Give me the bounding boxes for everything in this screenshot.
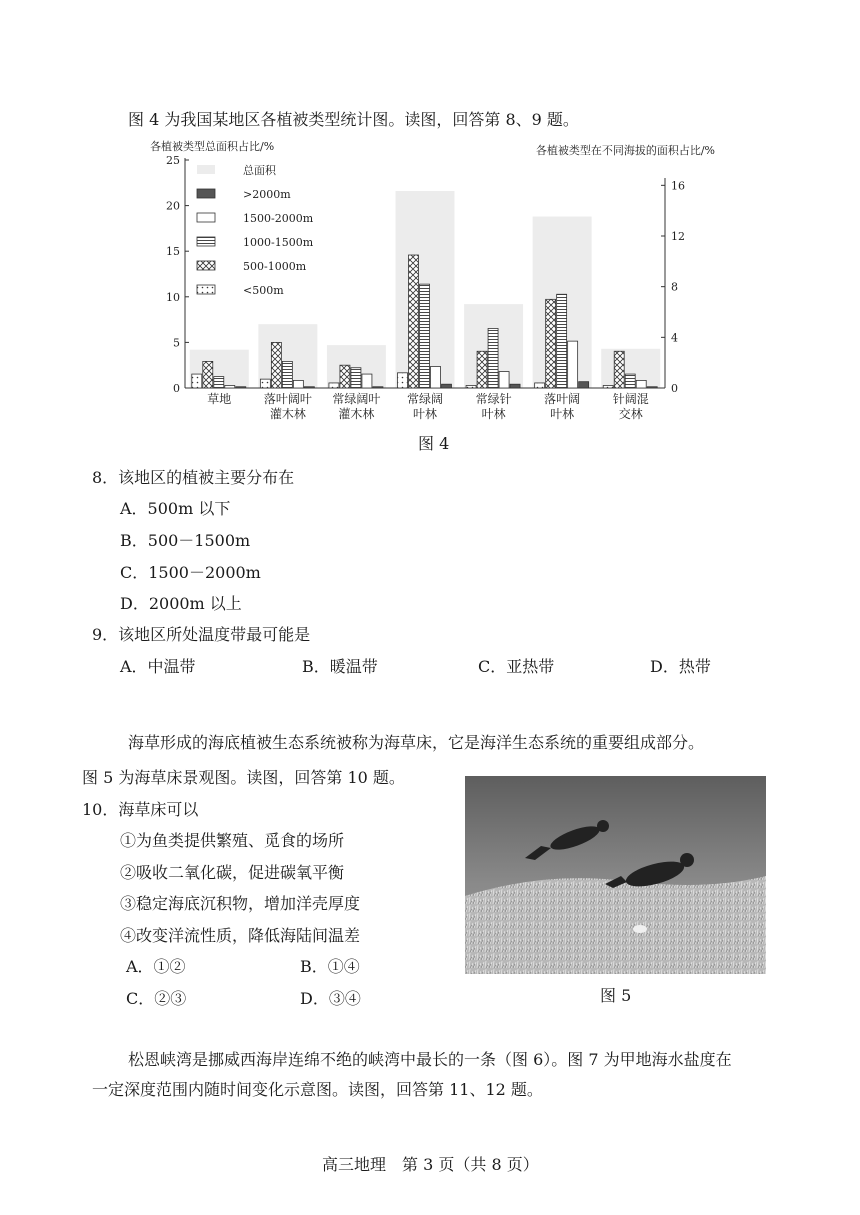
q10-statement-4: ④改变洋流性质，降低海陆间温差: [120, 926, 361, 945]
altitude-bar: [225, 385, 235, 388]
intro-text: 图 4 为我国某地区各植被类型统计图。读图，回答第 8、9 题。: [128, 110, 579, 129]
legend-label: <500m: [243, 284, 284, 297]
altitude-bar: [260, 379, 270, 388]
q10-statement-1: ①为鱼类提供繁殖、觅食的场所: [120, 831, 345, 850]
passage2-line1: 海草形成的海底植被生态系统被称为海草床，它是海洋生态系统的重要组成部分。: [128, 733, 705, 752]
q10-option-a: A．①②: [126, 957, 186, 976]
figure4-caption: 图 4: [418, 434, 450, 453]
passage3-line2: 一定深度范围内随时间变化示意图。读图，回答第 11、12 题。: [92, 1080, 543, 1099]
altitude-bar: [546, 299, 556, 388]
altitude-bar: [398, 373, 408, 388]
altitude-bar: [203, 361, 213, 388]
legend-label: 1000-1500m: [243, 236, 314, 249]
legend-label: 总面积: [243, 164, 276, 177]
category-label: 针阔混: [612, 392, 649, 406]
altitude-bar: [362, 374, 372, 388]
category-label: 草地: [207, 392, 232, 406]
left-tick-label: 10: [166, 290, 180, 304]
q8-option-b: B．500－1500m: [120, 531, 251, 550]
altitude-bar: [214, 377, 224, 388]
legend-swatch: [197, 261, 215, 270]
passage3-line1: 松恩峡湾是挪威西海岸连绵不绝的峡湾中最长的一条（图 6）。图 7 为甲地海水盐度在: [128, 1050, 732, 1069]
altitude-bar: [535, 383, 545, 388]
altitude-bar: [304, 387, 314, 388]
altitude-bar: [329, 383, 339, 388]
legend-swatch: [197, 213, 215, 222]
q9-stem: 9．该地区所处温度带最可能是: [92, 625, 311, 644]
category-label: 灌木林: [338, 407, 375, 421]
figure4-chart: [140, 140, 740, 425]
altitude-bar: [236, 387, 246, 388]
legend-swatch: [197, 285, 215, 294]
q9-option-c: C．亚热带: [478, 657, 555, 676]
altitude-bar: [625, 374, 635, 388]
altitude-bar: [636, 380, 646, 388]
altitude-bar: [499, 372, 509, 388]
q8-stem: 8．该地区的植被主要分布在: [92, 468, 295, 487]
altitude-bar: [442, 384, 452, 388]
right-axis-title: 各植被类型在不同海拔的面积占比/%: [535, 144, 715, 157]
q8-option-c: C．1500－2000m: [120, 563, 261, 582]
q10-option-c: C．②③: [126, 989, 187, 1008]
category-label: 叶林: [412, 407, 438, 421]
altitude-bar: [271, 342, 281, 388]
right-tick-label: 16: [671, 179, 685, 193]
legend-label: 500-1000m: [243, 260, 307, 273]
q8-option-a: A．500m 以下: [120, 499, 231, 518]
altitude-bar: [614, 351, 624, 388]
altitude-bar: [431, 366, 441, 388]
category-label: 落叶阔叶: [263, 392, 312, 406]
passage2-line2: 图 5 为海草床景观图。读图，回答第 10 题。: [82, 768, 405, 787]
legend-label: >2000m: [243, 188, 291, 201]
altitude-bar: [557, 294, 567, 388]
altitude-bar: [477, 351, 487, 388]
right-tick-label: 8: [671, 280, 678, 294]
altitude-bar: [192, 374, 202, 388]
figure5-seagrass-photo: [465, 776, 766, 974]
q10-stem: 10．海草床可以: [82, 800, 199, 819]
q9-option-b: B．暖温带: [302, 657, 378, 676]
left-tick-label: 15: [166, 245, 180, 259]
category-label: 交林: [618, 407, 643, 421]
altitude-bar: [466, 385, 476, 388]
altitude-bar: [293, 380, 303, 388]
category-label: 常绿阔: [406, 392, 444, 406]
left-tick-label: 25: [166, 154, 180, 167]
altitude-bar: [340, 365, 350, 388]
altitude-bar: [282, 361, 292, 388]
left-axis-title: 各植被类型总面积占比/%: [150, 140, 275, 153]
altitude-bar: [579, 382, 589, 388]
legend-swatch: [197, 237, 215, 246]
q10-statement-2: ②吸收二氧化碳，促进碳氧平衡: [120, 863, 345, 882]
left-tick-label: 20: [166, 199, 180, 213]
left-tick-label: 0: [173, 382, 180, 395]
q9-option-a: A．中温带: [120, 657, 196, 676]
page-footer: 高三地理 第 3 页（共 8 页）: [322, 1155, 539, 1174]
altitude-bar: [647, 387, 657, 388]
altitude-bar: [510, 384, 520, 388]
q10-option-b: B．①④: [300, 957, 360, 976]
right-tick-label: 4: [671, 331, 678, 345]
altitude-bar: [409, 255, 419, 388]
left-tick-label: 5: [173, 336, 180, 350]
figure4-svg: [140, 140, 740, 425]
q9-option-d: D．热带: [650, 657, 711, 676]
q10-option-d: D．③④: [300, 989, 361, 1008]
category-label: 落叶阔: [544, 392, 581, 406]
q8-option-d: D．2000m 以上: [120, 594, 242, 613]
legend-label: 1500-2000m: [243, 212, 314, 225]
category-label: 灌木林: [269, 407, 306, 421]
right-tick-label: 0: [671, 382, 678, 395]
category-label: 常绿针: [475, 392, 512, 406]
category-label: 叶林: [481, 407, 506, 421]
altitude-bar: [420, 284, 430, 388]
category-label: 叶林: [550, 407, 575, 421]
altitude-bar: [603, 385, 613, 388]
altitude-bar: [373, 387, 383, 388]
q10-statement-3: ③稳定海底沉积物，增加洋壳厚度: [120, 894, 361, 913]
right-tick-label: 12: [671, 230, 685, 243]
legend-swatch: [197, 189, 215, 198]
altitude-bar: [488, 328, 498, 388]
legend-swatch: [197, 165, 215, 174]
altitude-bar: [351, 368, 361, 388]
altitude-bar: [568, 341, 578, 388]
category-label: 常绿阔叶: [332, 392, 381, 406]
figure5-caption: 图 5: [600, 986, 632, 1005]
